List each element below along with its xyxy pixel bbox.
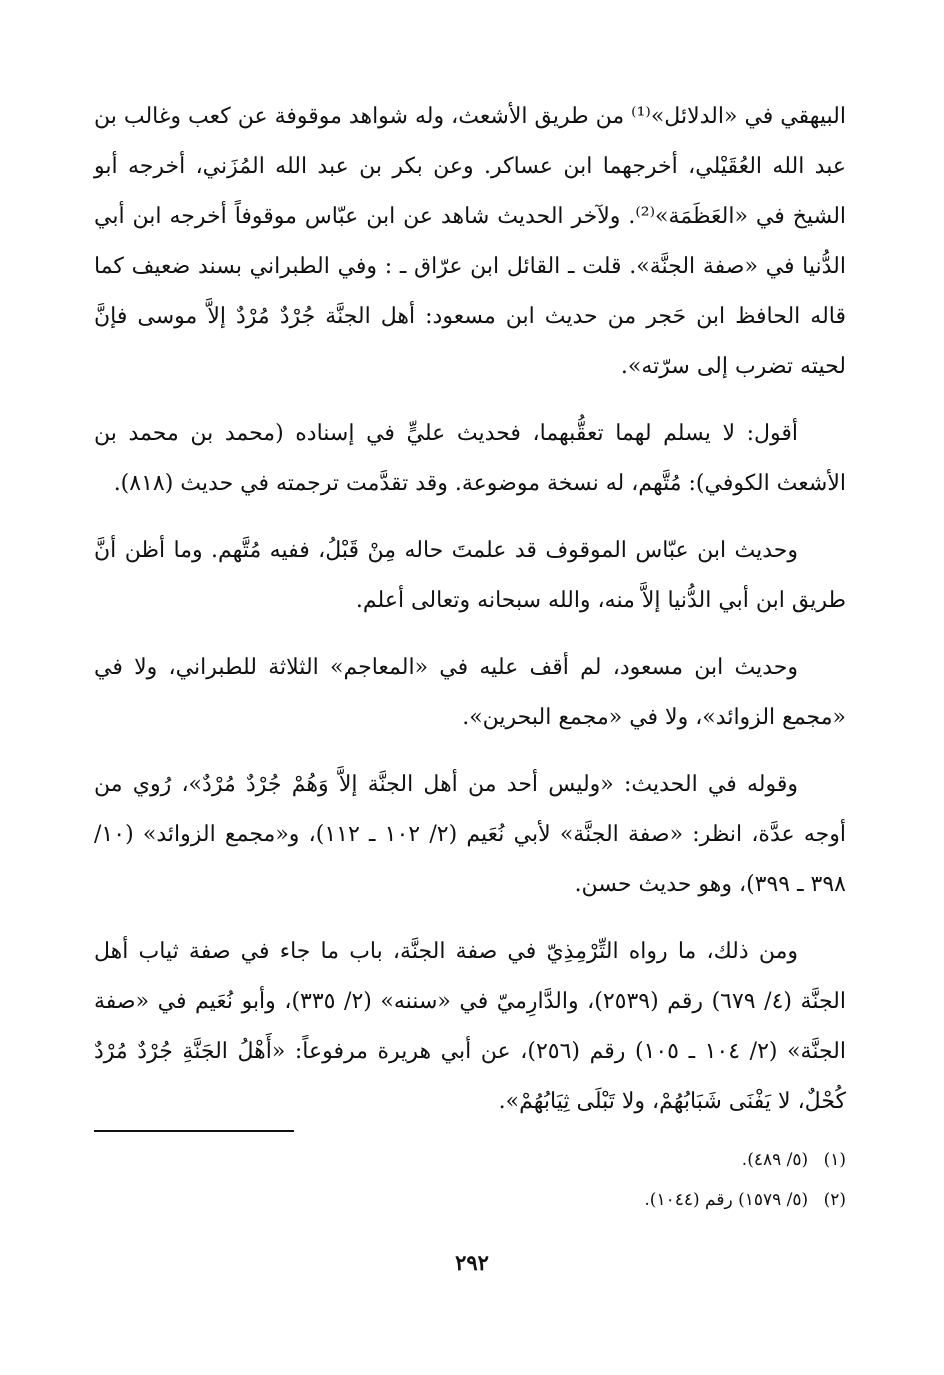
paragraph-5: وقوله في الحديث: «وليس أحد من أهل الجنَّة إلاَّ وَهُمْ جُرْدٌ مُرْدٌ»، رُوي من أوجه عدَّة، انظر: «صفة الجنَّة» لأبي نُعَيم (٢/ ١٠٢ ـ ١١٢)، و«مجمع الزوائد» (١٠/ ٣٩٨ ـ ٣٩٩)، وهو حديث حسن. — [94, 772, 846, 897]
footnote-1 — [94, 1140, 846, 1180]
footnote-2 — [94, 1180, 846, 1220]
footnotes — [94, 1140, 846, 1220]
footnote-text: (٥/ ١٥٧٩) رقم (١٠٤٤). — [644, 1190, 809, 1210]
main-text — [94, 92, 846, 1144]
paragraph-1: البيهقي في «الدلائل»⁽¹⁾ من طريق الأشعث، وله شواهد موقوفة عن كعب وغالب بن عبد الله العُقَيْلي، أخرجهما ابن عساكر. وعن بكر بن عبد الله المُزَني، أخرجه أبو الشيخ في «العَظَمَة»⁽²⁾. ولآخر الحديث شاهد عن ابن عبّاس موقوفاً أخرجه ابن أبي الدُّنيا في «صفة الجنَّة». قلت ـ القائل ابن عرّاق ـ : وفي الطبراني بسند ضعيف كما قاله الحافظ ابن حَجر من حديث ابن مسعود: أهل الجنَّة جُرْدٌ مُرْدٌ إلاَّ موسى فإنَّ لحيته تضرب إلى سرّته». — [94, 104, 847, 379]
footnote-number: (١) — [823, 1150, 846, 1170]
paragraph-4: وحديث ابن مسعود، لم أقف عليه في «المعاجم» الثلاثة للطبراني، ولا في «مجمع الزوائد»، ولا في «مجمع البحرين». — [94, 655, 846, 730]
paragraph-2: أقول: لا يسلم لهما تعقُّبهما، فحديث عليٍّ في إسناده (محمد بن محمد بن الأشعث الكوفي): مُتَّهم، له نسخة موضوعة. وقد تقدَّمت ترجمته في حديث (٨١٨). — [94, 421, 846, 496]
footnote-number: (٢) — [823, 1190, 846, 1210]
footnote-text: (٥/ ٤٨٩). — [741, 1150, 809, 1170]
footnote-divider — [94, 1130, 294, 1132]
paragraph-3: وحديث ابن عبّاس الموقوف قد علمتَ حاله مِنْ قَبْلُ، ففيه مُتَّهم. وما أظن أنَّ طريق ابن أبي الدُّنيا إلاَّ منه، والله سبحانه وتعالى أعلم. — [94, 538, 846, 613]
page-number: ٢٩٢ — [455, 1250, 489, 1275]
paragraph-6: ومن ذلك، ما رواه التِّرْمِذِيّ في صفة الجنَّة، باب ما جاء في صفة ثياب أهل الجنَّة (٤/ ٦٧٩) رقم (٢٥٣٩)، والدَّارِميّ في «سننه» (٢/ ٣٣٥)، وأبو نُعَيم في «صفة الجنَّة» (٢/ ١٠٤ ـ ١٠٥) رقم (٢٥٦)، عن أبي هريرة مرفوعاً: «أَهْلُ الجَنَّةِ جُرْدٌ مُرْدٌ كُحْلٌ، لا يَفْنَى شَبَابُهُمْ، ولا تَبْلَى ثِيَابُهُمْ». — [94, 939, 847, 1114]
